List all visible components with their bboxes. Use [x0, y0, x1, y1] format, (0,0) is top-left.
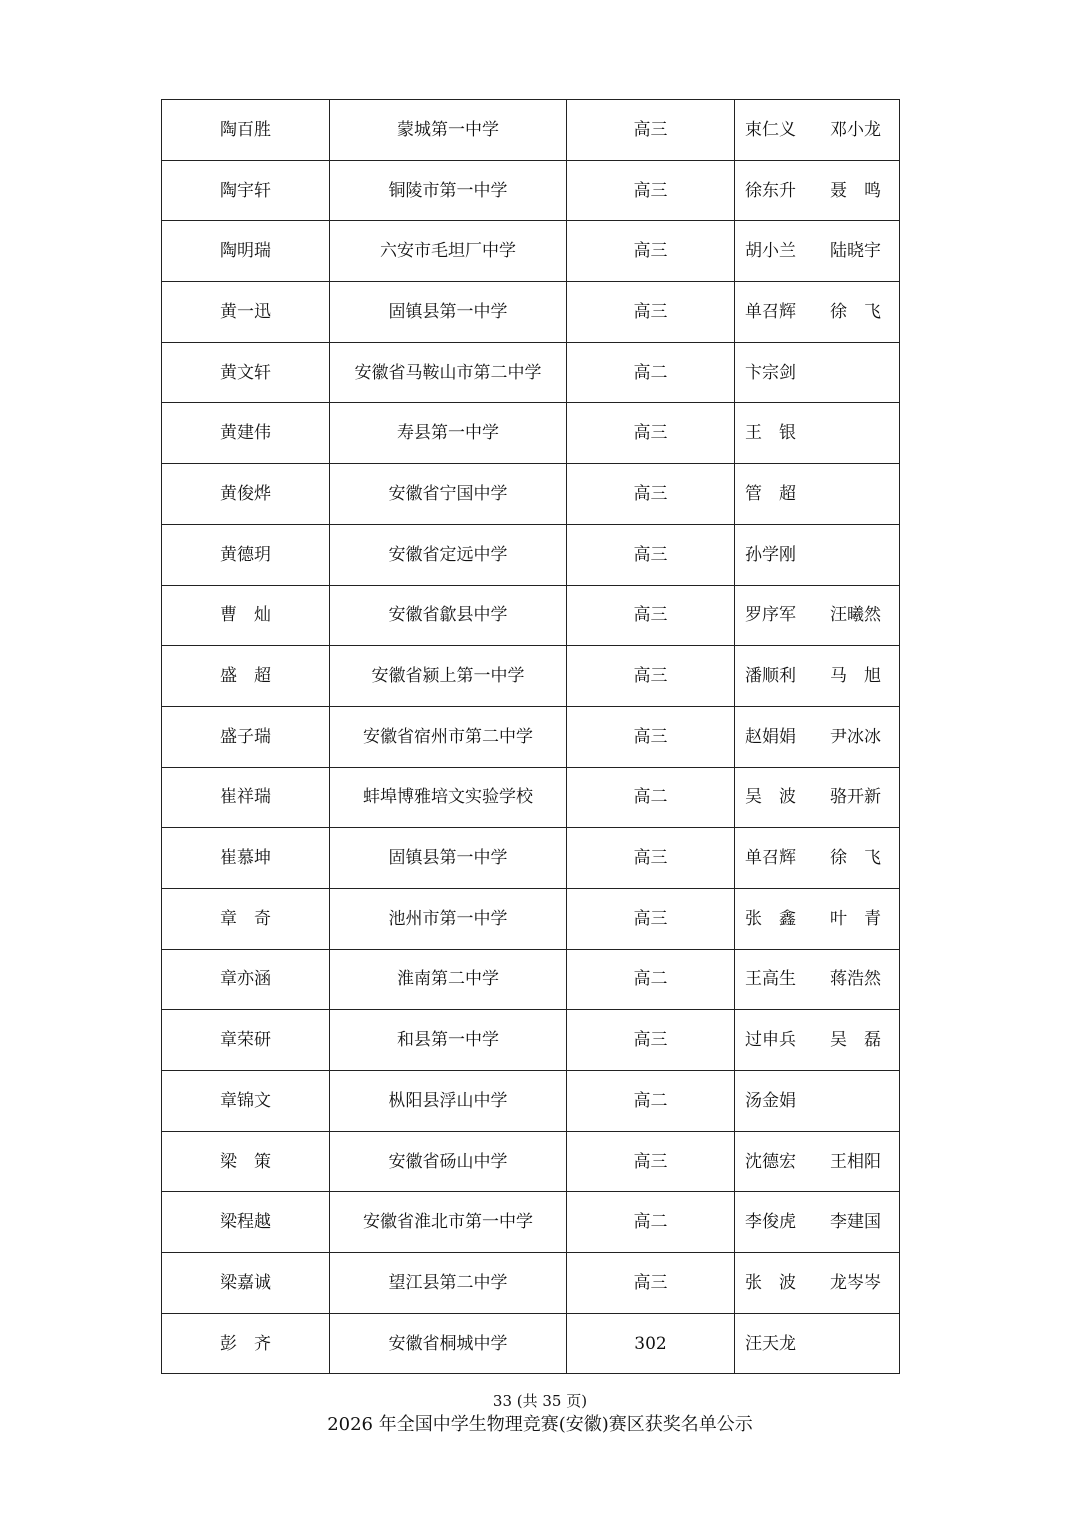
grade-cell: 高三 — [567, 1010, 735, 1071]
student-name-cell: 梁程越 — [162, 1192, 330, 1253]
table-row — [162, 706, 900, 767]
student-name-cell: 黄一迅 — [162, 282, 330, 343]
school-cell: 安徽省淮北市第一中学 — [330, 1192, 567, 1253]
grade-cell: 高二 — [567, 1071, 735, 1132]
school-cell: 六安市毛坦厂中学 — [330, 221, 567, 282]
school-cell: 池州市第一中学 — [330, 888, 567, 949]
grade-cell: 高三 — [567, 403, 735, 464]
grade-cell: 高二 — [567, 1192, 735, 1253]
student-name-cell: 梁 策 — [162, 1131, 330, 1192]
teacher-cell — [735, 1313, 900, 1374]
teacher-name-primary: 沈德宏 — [745, 1151, 796, 1172]
teacher-cell — [735, 585, 900, 646]
school-cell: 安徽省桐城中学 — [330, 1313, 567, 1374]
grade-cell: 高三 — [567, 1131, 735, 1192]
student-name-cell: 章 奇 — [162, 888, 330, 949]
table-row — [162, 160, 900, 221]
teacher-name-primary: 罗序军 — [745, 605, 796, 626]
table-row — [162, 342, 900, 403]
teacher-cell — [735, 282, 900, 343]
school-cell: 蚌埠博雅培文实验学校 — [330, 767, 567, 828]
teacher-name-primary: 张 鑫 — [745, 908, 796, 929]
teacher-name-secondary: 叶 青 — [830, 908, 881, 929]
school-cell: 枞阳县浮山中学 — [330, 1071, 567, 1132]
school-cell: 淮南第二中学 — [330, 949, 567, 1010]
student-name-cell: 梁嘉诚 — [162, 1253, 330, 1314]
grade-cell: 高三 — [567, 585, 735, 646]
table-row — [162, 282, 900, 343]
teacher-name-secondary: 王相阳 — [830, 1151, 881, 1172]
table-row — [162, 1131, 900, 1192]
table-row — [162, 1313, 900, 1374]
student-name-cell: 彭 齐 — [162, 1313, 330, 1374]
teacher-name-primary: 卞宗剑 — [745, 362, 796, 383]
teacher-name-secondary: 马 旭 — [830, 666, 881, 687]
table-row — [162, 1192, 900, 1253]
teacher-cell — [735, 100, 900, 161]
teacher-name-primary: 单召辉 — [745, 301, 796, 322]
school-cell: 安徽省宿州市第二中学 — [330, 706, 567, 767]
student-name-cell: 崔祥瑞 — [162, 767, 330, 828]
student-name-cell: 陶百胜 — [162, 100, 330, 161]
teacher-name-secondary: 骆开新 — [830, 787, 881, 808]
grade-cell: 高二 — [567, 767, 735, 828]
teacher-cell — [735, 464, 900, 525]
teacher-name-primary: 吴 波 — [745, 787, 796, 808]
student-name-cell: 章锦文 — [162, 1071, 330, 1132]
student-name-cell: 黄俊烨 — [162, 464, 330, 525]
grade-cell: 高二 — [567, 949, 735, 1010]
school-cell: 安徽省砀山中学 — [330, 1131, 567, 1192]
teacher-name-secondary: 蒋浩然 — [830, 969, 881, 990]
teacher-cell — [735, 1010, 900, 1071]
teacher-cell — [735, 1131, 900, 1192]
teacher-cell — [735, 160, 900, 221]
teacher-cell — [735, 828, 900, 889]
table-row — [162, 1010, 900, 1071]
grade-cell: 高三 — [567, 282, 735, 343]
table-row — [162, 767, 900, 828]
teacher-name-primary: 束仁义 — [745, 119, 796, 140]
teacher-cell — [735, 524, 900, 585]
grade-cell: 高三 — [567, 1253, 735, 1314]
school-cell: 和县第一中学 — [330, 1010, 567, 1071]
teacher-name-primary: 过申兵 — [745, 1030, 796, 1051]
teacher-name-secondary: 汪曦然 — [830, 605, 881, 626]
teacher-name-secondary: 龙岑岑 — [830, 1272, 881, 1293]
teacher-name-primary: 单召辉 — [745, 848, 796, 869]
teacher-name-secondary: 尹冰冰 — [830, 726, 881, 747]
table-row — [162, 100, 900, 161]
teacher-name-primary: 孙学刚 — [745, 544, 796, 565]
table-row — [162, 403, 900, 464]
table-row — [162, 828, 900, 889]
table-row — [162, 949, 900, 1010]
teacher-cell — [735, 949, 900, 1010]
teacher-name-primary: 张 波 — [745, 1272, 796, 1293]
student-name-cell: 黄文轩 — [162, 342, 330, 403]
student-name-cell: 黄德玥 — [162, 524, 330, 585]
teacher-name-secondary: 吴 磊 — [830, 1030, 881, 1051]
school-cell: 固镇县第一中学 — [330, 828, 567, 889]
teacher-cell — [735, 342, 900, 403]
grade-cell: 高三 — [567, 888, 735, 949]
teacher-name-primary: 赵娟娟 — [745, 726, 796, 747]
teacher-name-secondary: 徐 飞 — [830, 301, 881, 322]
teacher-name-secondary: 徐 飞 — [830, 848, 881, 869]
teacher-cell — [735, 767, 900, 828]
teacher-name-primary: 李俊虎 — [745, 1212, 796, 1233]
grade-cell: 高三 — [567, 706, 735, 767]
school-cell: 铜陵市第一中学 — [330, 160, 567, 221]
teacher-name-primary: 王 银 — [745, 423, 796, 444]
grade-cell: 高三 — [567, 221, 735, 282]
grade-cell: 高三 — [567, 160, 735, 221]
teacher-cell — [735, 1253, 900, 1314]
school-cell: 安徽省颍上第一中学 — [330, 646, 567, 707]
award-list-body — [162, 100, 900, 1374]
document-title: 2026 年全国中学生物理竞赛(安徽)赛区获奖名单公示 — [327, 1414, 753, 1435]
teacher-cell — [735, 403, 900, 464]
student-name-cell: 陶宇轩 — [162, 160, 330, 221]
page-number: 33 (共 35 页) — [492, 1392, 588, 1410]
table-row — [162, 1253, 900, 1314]
school-cell: 安徽省定远中学 — [330, 524, 567, 585]
school-cell: 固镇县第一中学 — [330, 282, 567, 343]
teacher-cell — [735, 646, 900, 707]
table-row — [162, 464, 900, 525]
teacher-cell — [735, 221, 900, 282]
teacher-name-primary: 潘顺利 — [745, 666, 796, 687]
teacher-name-primary: 胡小兰 — [745, 241, 796, 262]
student-name-cell: 章荣研 — [162, 1010, 330, 1071]
student-name-cell: 章亦涵 — [162, 949, 330, 1010]
award-list-table — [161, 99, 900, 1374]
table-row — [162, 524, 900, 585]
student-name-cell: 曹 灿 — [162, 585, 330, 646]
teacher-name-secondary: 邓小龙 — [830, 119, 881, 140]
table-row — [162, 888, 900, 949]
student-name-cell: 崔慕坤 — [162, 828, 330, 889]
school-cell: 安徽省歙县中学 — [330, 585, 567, 646]
teacher-name-primary: 王高生 — [745, 969, 796, 990]
grade-cell: 高三 — [567, 100, 735, 161]
teacher-name-secondary: 陆晓宇 — [830, 241, 881, 262]
teacher-name-primary: 汪天龙 — [745, 1333, 796, 1354]
grade-cell: 高二 — [567, 342, 735, 403]
teacher-name-secondary: 李建国 — [830, 1212, 881, 1233]
student-name-cell: 盛 超 — [162, 646, 330, 707]
grade-cell: 高三 — [567, 524, 735, 585]
grade-cell: 高三 — [567, 828, 735, 889]
grade-cell: 高三 — [567, 646, 735, 707]
teacher-name-primary: 徐东升 — [745, 180, 796, 201]
teacher-cell — [735, 1192, 900, 1253]
teacher-cell — [735, 888, 900, 949]
student-name-cell: 黄建伟 — [162, 403, 330, 464]
table-row — [162, 646, 900, 707]
teacher-name-primary: 汤金娟 — [745, 1090, 796, 1111]
grade-cell: 302 — [567, 1313, 735, 1374]
school-cell: 蒙城第一中学 — [330, 100, 567, 161]
student-name-cell: 盛子瑞 — [162, 706, 330, 767]
teacher-name-primary: 管 超 — [745, 483, 796, 504]
table-row — [162, 585, 900, 646]
table-row — [162, 1071, 900, 1132]
teacher-cell — [735, 1071, 900, 1132]
table-row — [162, 221, 900, 282]
teacher-name-secondary: 聂 鸣 — [830, 180, 881, 201]
school-cell: 望江县第二中学 — [330, 1253, 567, 1314]
grade-cell: 高三 — [567, 464, 735, 525]
school-cell: 安徽省马鞍山市第二中学 — [330, 342, 567, 403]
student-name-cell: 陶明瑞 — [162, 221, 330, 282]
teacher-cell — [735, 706, 900, 767]
school-cell: 安徽省宁国中学 — [330, 464, 567, 525]
school-cell: 寿县第一中学 — [330, 403, 567, 464]
